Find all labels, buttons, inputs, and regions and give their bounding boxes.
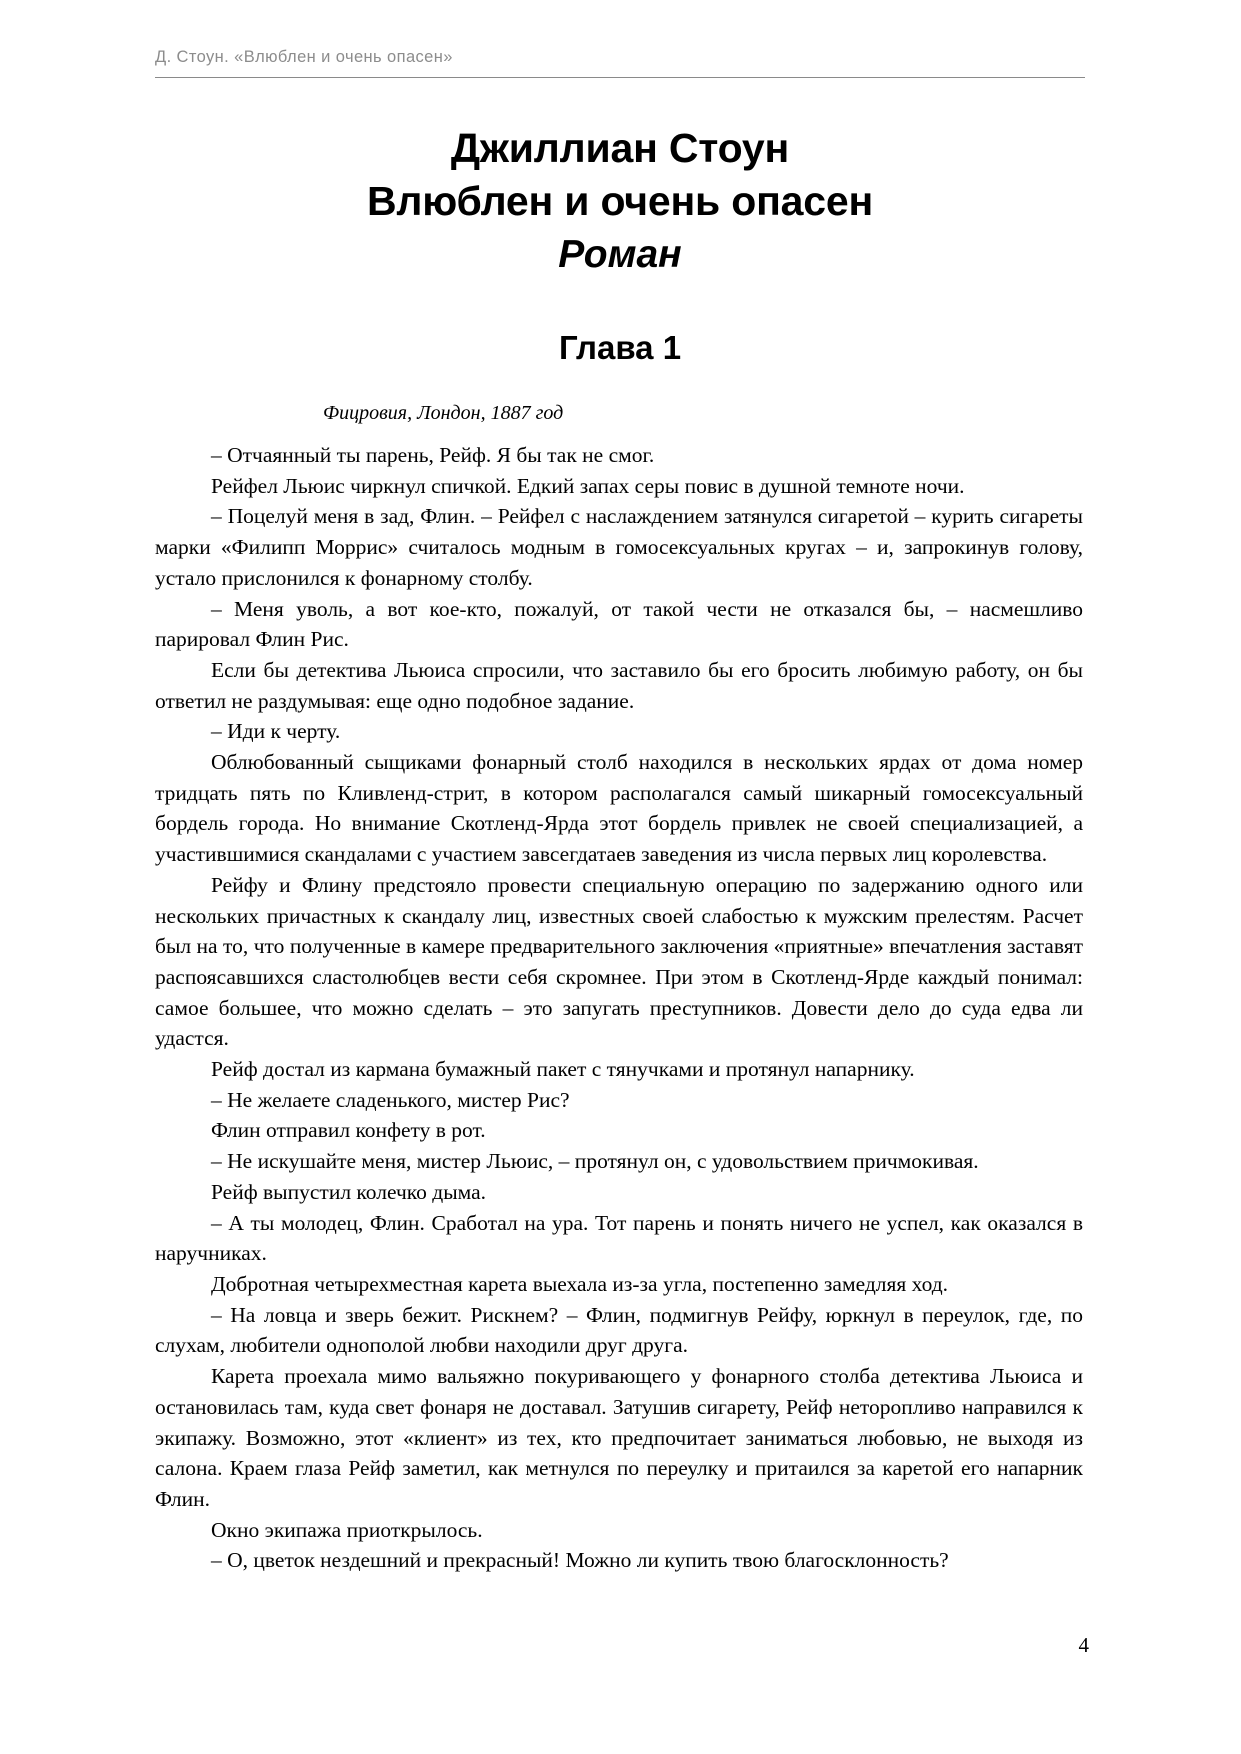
book-title: Влюблен и очень опасен [366, 178, 874, 224]
paragraph: Флин отправил конфету в рот. [211, 1118, 486, 1143]
book-subtitle: Роман [558, 233, 682, 276]
paragraph: Рейфу и Флину предстояло провести специальную операцию по задержанию одного или нескольких причастных к скандалу лиц, известных своей слабостью к мужским прелестям. Расчет был на то, что полученные в камере предварительного заключения «приятные» впечатления заставят распоясавшихся сластолюбцев вести себя скромнее. При этом в Скотленд-Ярде каждый понимал: самое большее, что можно сделать – это запугать преступников. Довести дело до суда едва ли удастся. [155, 872, 1083, 1051]
running-header-title: Д. Стоун. «Влюблен и очень опасен» [155, 48, 453, 66]
paragraph: – На ловца и зверь бежит. Рискнем? – Флин, подмигнув Рейфу, юркнул в переулок, где, по слухам, любители однополой любви находили друг друга. [155, 1302, 1083, 1358]
running-header-rule [155, 77, 1085, 78]
paragraph: Рейфел Льюис чиркнул спичкой. Едкий запах серы повис в душной темноте ночи. [211, 473, 965, 498]
paragraph: – А ты молодец, Флин. Сработал на ура. Тот парень и понять ничего не успел, как оказался в наручниках. [155, 1210, 1083, 1266]
paragraph: Облюбованный сыщиками фонарный столб находился в нескольких ярдах от дома номер тридцать пять по Кливленд-стрит, в котором располагался самый шикарный гомосексуальный бордель города. Но внимание Скотленд-Ярда этот бордель привлек не своей специализацией, а участившимися скандалами с участием завсегдатаев заведения из числа первых лиц королевства. [155, 750, 1083, 867]
book-author: Джиллиан Стоун [450, 125, 790, 171]
paragraph: Рейф достал из кармана бумажный пакет с тянучками и протянул напарнику. [211, 1057, 915, 1082]
paragraph: – О, цветок нездешний и прекрасный! Можно ли купить твою благосклонность? [211, 1548, 949, 1573]
chapter-heading: Глава 1 [558, 329, 682, 366]
paragraph: – Поцелуй меня в зад, Флин. – Рейфел с наслаждением затянулся сигаретой – курить сигареты марки «Филипп Моррис» считалось модным в гомосексуальных кругах – и, запрокинув голову, устало прислонился к фонарному столбу. [155, 504, 1083, 590]
paragraph: – Не искушайте меня, мистер Льюис, – протянул он, с удовольствием причмокивая. [211, 1149, 979, 1174]
paragraph: Окно экипажа приоткрылось. [211, 1517, 483, 1542]
title-block [155, 122, 1085, 369]
paragraph: Рейф выпустил колечко дыма. [211, 1179, 487, 1204]
running-header [155, 48, 1085, 78]
paragraph: Добротная четырехместная карета выехала из-за угла, постепенно замедляя ход. [211, 1271, 949, 1296]
paragraph: – Не желаете сладенького, мистер Рис? [211, 1087, 570, 1112]
page-number: 4 [1078, 1633, 1089, 1657]
paragraph: – Отчаянный ты парень, Рейф. Я бы так не смог. [211, 443, 655, 467]
epigraph: Фицровия, Лондон, 1887 год [323, 402, 564, 424]
paragraph: Если бы детектива Льюиса спросили, что заставило бы его бросить любимую работу, он бы ответил не раздумывая: еще одно подобное задание. [155, 657, 1083, 713]
body-text [155, 400, 1083, 1576]
paragraph: – Меня уволь, а вот кое-кто, пожалуй, от такой чести не отказался бы, – насмешливо парировал Флин Рис. [155, 596, 1083, 652]
paragraph: Карета проехала мимо вальяжно покуривающего у фонарного столба детектива Льюиса и остановилась там, куда свет фонаря не доставал. Затушив сигарету, Рейф неторопливо направился к экипажу. Возможно, этот «клиент» из тех, кто предпочитает заниматься любовью, не выходя из салона. Краем глаза Рейф заметил, как метнулся по переулку и притаился за каретой его напарник Флин. [155, 1364, 1083, 1511]
paragraph: – Иди к черту. [211, 719, 341, 744]
